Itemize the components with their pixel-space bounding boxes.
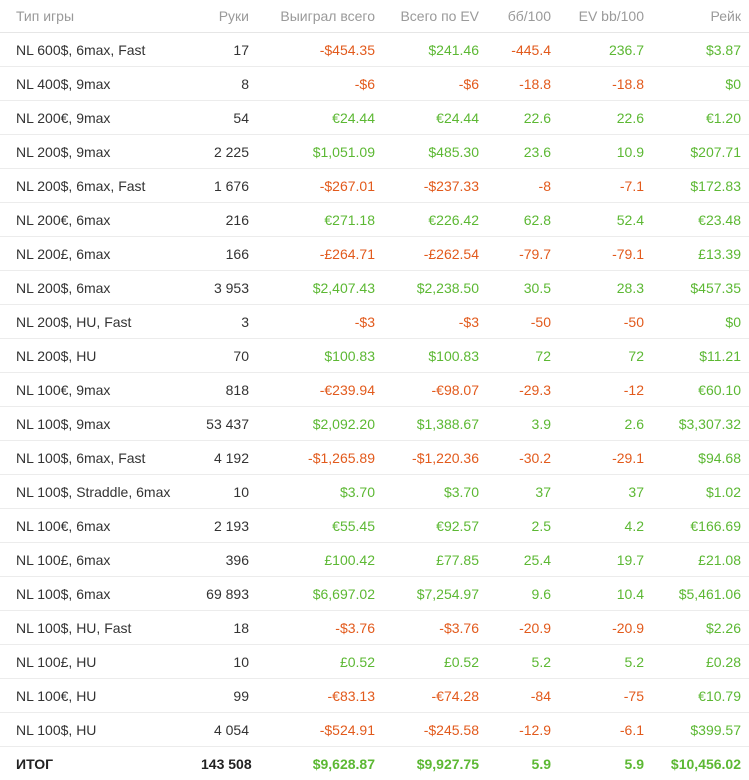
column-header-rake[interactable]: Рейк: [650, 0, 749, 33]
ev-cell: -$1,220.36: [381, 441, 485, 475]
won-cell: $3.70: [255, 475, 381, 509]
ev-bb100-cell: 22.6: [557, 101, 650, 135]
bb100-cell: 2.5: [485, 509, 557, 543]
table-row[interactable]: [0, 135, 749, 169]
won-cell: -$454.35: [255, 33, 381, 67]
table-row[interactable]: [0, 509, 749, 543]
ev-cell: $2,238.50: [381, 271, 485, 305]
hands-cell: 818: [195, 373, 255, 407]
won-cell: $2,407.43: [255, 271, 381, 305]
game-cell: NL 100$, 9max: [0, 407, 195, 441]
table-row[interactable]: [0, 305, 749, 339]
bb100-cell: 5.2: [485, 645, 557, 679]
table-row[interactable]: [0, 407, 749, 441]
game-cell: NL 200£, 6max: [0, 237, 195, 271]
rake-cell: $399.57: [650, 713, 749, 747]
bb100-cell: -20.9: [485, 611, 557, 645]
game-cell: ИТОГ: [0, 747, 195, 780]
ev-cell: $1,388.67: [381, 407, 485, 441]
game-cell: NL 200€, 9max: [0, 101, 195, 135]
won-cell: -$1,265.89: [255, 441, 381, 475]
game-cell: NL 200$, HU, Fast: [0, 305, 195, 339]
column-header-hands[interactable]: Руки: [195, 0, 255, 33]
won-cell: £100.42: [255, 543, 381, 577]
hands-cell: 53 437: [195, 407, 255, 441]
bb100-cell: 22.6: [485, 101, 557, 135]
ev-cell: €226.42: [381, 203, 485, 237]
ev-bb100-cell: 10.4: [557, 577, 650, 611]
bb100-cell: 9.6: [485, 577, 557, 611]
ev-cell: $485.30: [381, 135, 485, 169]
hands-cell: 2 193: [195, 509, 255, 543]
table-row[interactable]: [0, 33, 749, 67]
ev-cell: $100.83: [381, 339, 485, 373]
column-header-game[interactable]: Тип игры: [0, 0, 195, 33]
rake-cell: $3,307.32: [650, 407, 749, 441]
ev-cell: -£262.54: [381, 237, 485, 271]
hands-cell: 70: [195, 339, 255, 373]
rake-cell: €60.10: [650, 373, 749, 407]
table-row[interactable]: [0, 271, 749, 305]
won-cell: -€239.94: [255, 373, 381, 407]
hands-cell: 4 192: [195, 441, 255, 475]
ev-bb100-cell: -7.1: [557, 169, 650, 203]
bb100-cell: 25.4: [485, 543, 557, 577]
won-cell: -€83.13: [255, 679, 381, 713]
game-cell: NL 400$, 9max: [0, 67, 195, 101]
table-row[interactable]: [0, 611, 749, 645]
game-cell: NL 100$, HU, Fast: [0, 611, 195, 645]
hands-cell: 17: [195, 33, 255, 67]
rake-cell: $5,461.06: [650, 577, 749, 611]
ev-bb100-cell: -50: [557, 305, 650, 339]
hands-cell: 2 225: [195, 135, 255, 169]
won-cell: -$6: [255, 67, 381, 101]
game-cell: NL 100£, HU: [0, 645, 195, 679]
rake-cell: $172.83: [650, 169, 749, 203]
column-header-ev-bb100[interactable]: EV bb/100: [557, 0, 650, 33]
hands-cell: 143 508: [195, 747, 255, 780]
ev-bb100-cell: 19.7: [557, 543, 650, 577]
ev-cell: £77.85: [381, 543, 485, 577]
ev-bb100-cell: -79.1: [557, 237, 650, 271]
ev-bb100-cell: -12: [557, 373, 650, 407]
table-body: [0, 33, 749, 780]
won-cell: -$524.91: [255, 713, 381, 747]
game-cell: NL 200$, 6max: [0, 271, 195, 305]
hands-cell: 396: [195, 543, 255, 577]
table-row[interactable]: [0, 441, 749, 475]
won-cell: $1,051.09: [255, 135, 381, 169]
ev-bb100-cell: 52.4: [557, 203, 650, 237]
ev-bb100-cell: -6.1: [557, 713, 650, 747]
rake-cell: €1.20: [650, 101, 749, 135]
game-cell: NL 100£, 6max: [0, 543, 195, 577]
hands-cell: 166: [195, 237, 255, 271]
hands-cell: 3: [195, 305, 255, 339]
game-cell: NL 100€, 6max: [0, 509, 195, 543]
ev-bb100-cell: -29.1: [557, 441, 650, 475]
rake-cell: $3.87: [650, 33, 749, 67]
won-cell: -$3.76: [255, 611, 381, 645]
table-row[interactable]: [0, 373, 749, 407]
bb100-cell: -18.8: [485, 67, 557, 101]
table-row[interactable]: [0, 101, 749, 135]
bb100-cell: 5.9: [485, 747, 557, 780]
rake-cell: £0.28: [650, 645, 749, 679]
ev-bb100-cell: 236.7: [557, 33, 650, 67]
game-cell: NL 100€, HU: [0, 679, 195, 713]
hands-cell: 3 953: [195, 271, 255, 305]
hands-cell: 216: [195, 203, 255, 237]
ev-bb100-cell: 2.6: [557, 407, 650, 441]
won-cell: €55.45: [255, 509, 381, 543]
table-row[interactable]: [0, 339, 749, 373]
rake-cell: $457.35: [650, 271, 749, 305]
table-row[interactable]: [0, 203, 749, 237]
rake-cell: $2.26: [650, 611, 749, 645]
hands-cell: 18: [195, 611, 255, 645]
ev-bb100-cell: 4.2: [557, 509, 650, 543]
hands-cell: 10: [195, 645, 255, 679]
table-row[interactable]: [0, 475, 749, 509]
bb100-cell: 3.9: [485, 407, 557, 441]
column-header-won[interactable]: Выиграл всего: [255, 0, 381, 33]
won-cell: €24.44: [255, 101, 381, 135]
game-cell: NL 100$, 6max: [0, 577, 195, 611]
game-cell: NL 100$, 6max, Fast: [0, 441, 195, 475]
bb100-cell: -30.2: [485, 441, 557, 475]
won-cell: -$267.01: [255, 169, 381, 203]
bb100-cell: -84: [485, 679, 557, 713]
ev-cell: -€74.28: [381, 679, 485, 713]
bb100-cell: -445.4: [485, 33, 557, 67]
table-row[interactable]: [0, 713, 749, 747]
won-cell: -$3: [255, 305, 381, 339]
bb100-cell: 72: [485, 339, 557, 373]
bb100-cell: 37: [485, 475, 557, 509]
column-header-ev[interactable]: Всего по EV: [381, 0, 485, 33]
ev-cell: -$245.58: [381, 713, 485, 747]
ev-bb100-cell: -20.9: [557, 611, 650, 645]
bb100-cell: -8: [485, 169, 557, 203]
ev-cell: -€98.07: [381, 373, 485, 407]
table-row[interactable]: [0, 645, 749, 679]
ev-cell: $9,927.75: [381, 747, 485, 780]
rake-cell: $0: [650, 305, 749, 339]
ev-cell: £0.52: [381, 645, 485, 679]
hands-cell: 4 054: [195, 713, 255, 747]
game-cell: NL 200$, HU: [0, 339, 195, 373]
total-row[interactable]: [0, 747, 749, 780]
bb100-cell: -12.9: [485, 713, 557, 747]
rake-cell: £13.39: [650, 237, 749, 271]
won-cell: €271.18: [255, 203, 381, 237]
ev-cell: $241.46: [381, 33, 485, 67]
hands-cell: 1 676: [195, 169, 255, 203]
game-cell: NL 100$, HU: [0, 713, 195, 747]
ev-bb100-cell: 5.9: [557, 747, 650, 780]
rake-cell: €23.48: [650, 203, 749, 237]
rake-cell: $10,456.02: [650, 747, 749, 780]
game-cell: NL 200€, 6max: [0, 203, 195, 237]
table-row[interactable]: [0, 67, 749, 101]
ev-bb100-cell: 10.9: [557, 135, 650, 169]
table-row[interactable]: [0, 543, 749, 577]
ev-bb100-cell: 5.2: [557, 645, 650, 679]
game-cell: NL 200$, 6max, Fast: [0, 169, 195, 203]
ev-cell: €92.57: [381, 509, 485, 543]
won-cell: $2,092.20: [255, 407, 381, 441]
ev-bb100-cell: 28.3: [557, 271, 650, 305]
rake-cell: €10.79: [650, 679, 749, 713]
ev-cell: -$3.76: [381, 611, 485, 645]
hands-cell: 54: [195, 101, 255, 135]
table-row[interactable]: [0, 169, 749, 203]
won-cell: £0.52: [255, 645, 381, 679]
hands-cell: 69 893: [195, 577, 255, 611]
ev-cell: -$237.33: [381, 169, 485, 203]
table-row[interactable]: [0, 577, 749, 611]
rake-cell: $0: [650, 67, 749, 101]
bb100-cell: 30.5: [485, 271, 557, 305]
bb100-cell: -50: [485, 305, 557, 339]
table-row[interactable]: [0, 237, 749, 271]
game-cell: NL 600$, 6max, Fast: [0, 33, 195, 67]
ev-cell: -$3: [381, 305, 485, 339]
game-cell: NL 200$, 9max: [0, 135, 195, 169]
ev-cell: $3.70: [381, 475, 485, 509]
bb100-cell: -79.7: [485, 237, 557, 271]
ev-bb100-cell: -75: [557, 679, 650, 713]
header-row: [0, 0, 749, 33]
ev-bb100-cell: -18.8: [557, 67, 650, 101]
column-header-bb100[interactable]: бб/100: [485, 0, 557, 33]
bb100-cell: 23.6: [485, 135, 557, 169]
bb100-cell: -29.3: [485, 373, 557, 407]
ev-cell: -$6: [381, 67, 485, 101]
ev-cell: €24.44: [381, 101, 485, 135]
won-cell: $9,628.87: [255, 747, 381, 780]
ev-bb100-cell: 72: [557, 339, 650, 373]
won-cell: $6,697.02: [255, 577, 381, 611]
game-cell: NL 100€, 9max: [0, 373, 195, 407]
hands-cell: 10: [195, 475, 255, 509]
hands-cell: 8: [195, 67, 255, 101]
ev-cell: $7,254.97: [381, 577, 485, 611]
rake-cell: €166.69: [650, 509, 749, 543]
ev-bb100-cell: 37: [557, 475, 650, 509]
hands-cell: 99: [195, 679, 255, 713]
rake-cell: $94.68: [650, 441, 749, 475]
rake-cell: £21.08: [650, 543, 749, 577]
table-row[interactable]: [0, 679, 749, 713]
won-cell: $100.83: [255, 339, 381, 373]
rake-cell: $1.02: [650, 475, 749, 509]
won-cell: -£264.71: [255, 237, 381, 271]
bb100-cell: 62.8: [485, 203, 557, 237]
rake-cell: $207.71: [650, 135, 749, 169]
game-cell: NL 100$, Straddle, 6max: [0, 475, 195, 509]
rake-cell: $11.21: [650, 339, 749, 373]
